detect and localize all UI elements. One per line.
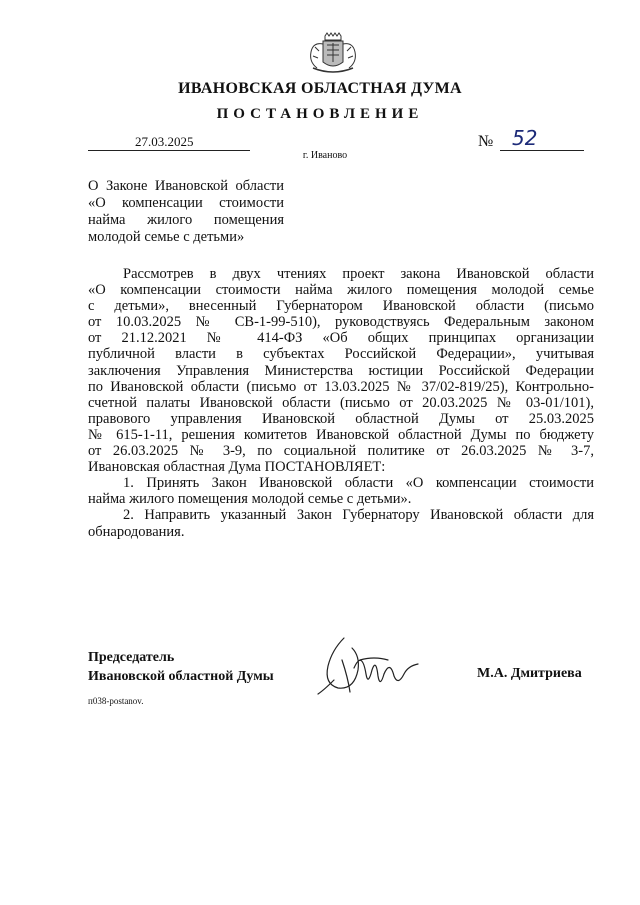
file-code: п038-postanov. bbox=[88, 696, 144, 706]
document-body bbox=[88, 266, 594, 540]
document-type: ПОСТАНОВЛЕНИЕ bbox=[216, 106, 424, 122]
number-sign: № bbox=[478, 133, 494, 150]
signer-name: М.А. Дмитриева bbox=[477, 666, 582, 681]
signer-position-line: Председатель bbox=[88, 650, 175, 665]
organization-title: ИВАНОВСКАЯ ОБЛАСТНАЯ ДУМА bbox=[178, 80, 462, 97]
subject-line: найма жилого помещения bbox=[88, 212, 284, 228]
body-line: с детьми», внесенный Губернатором Ивановской области (письмо bbox=[88, 298, 594, 315]
document-number: 52 bbox=[512, 126, 538, 150]
coat-of-arms-icon bbox=[303, 32, 363, 76]
body-line: от 26.03.2025 № 3-9, по социальной политике от 26.03.2025 № 3-7, bbox=[88, 443, 594, 460]
body-line: «О компенсации стоимости найма жилого помещения молодой семье bbox=[88, 282, 594, 299]
body-line: обнародования. bbox=[88, 523, 185, 540]
subject-line: молодой семье с детьми» bbox=[88, 229, 245, 245]
body-line: от 10.03.2025 № СВ-1-99-510), руководствуясь Федеральным законом bbox=[88, 314, 594, 331]
document-subject bbox=[88, 178, 284, 246]
body-line: публичной власти в субъектах Российской Федерации», учитывая bbox=[88, 346, 594, 363]
signer-position bbox=[88, 648, 274, 686]
body-line: Рассмотрев в двух чтениях проект закона Ивановской области bbox=[123, 266, 594, 282]
body-line: найма жилого помещения молодой семье с детьми». bbox=[88, 491, 412, 508]
body-line: Ивановская областная Дума ПОСТАНОВЛЯЕТ: bbox=[88, 459, 386, 476]
body-line: заключения Управления Министерства юстиции Российской Федерации bbox=[88, 362, 594, 379]
signer-position-line: Ивановской областной Думы bbox=[88, 669, 274, 684]
subject-line: «О компенсации стоимости bbox=[88, 195, 284, 211]
body-line: правового управления Ивановской областной Думы от 25.03.2025 bbox=[88, 410, 594, 427]
body-line: № 615-1-11, решения комитетов Ивановской областной Думы по бюджету bbox=[88, 426, 594, 443]
resolution-item-1: 1. Принять Закон Ивановской области «О компенсации стоимости bbox=[123, 475, 594, 492]
city-label: г. Иваново bbox=[302, 150, 348, 161]
handwritten-signature-icon bbox=[314, 630, 424, 700]
resolution-item-2: 2. Направить указанный Закон Губернатору Ивановской области для bbox=[123, 507, 594, 524]
body-line: от 21.12.2021 № 414-ФЗ «Об общих принципах организации bbox=[88, 330, 594, 347]
subject-line: О Законе Ивановской области bbox=[88, 178, 284, 194]
body-line: счетной палаты Ивановской области (письмо от 20.03.2025 № 03-01/101), bbox=[88, 394, 594, 411]
document-date: 27.03.2025 bbox=[135, 134, 194, 149]
body-line: по Ивановской области (письмо от 13.03.2025 № 37/02-819/25), Контрольно- bbox=[88, 378, 594, 395]
